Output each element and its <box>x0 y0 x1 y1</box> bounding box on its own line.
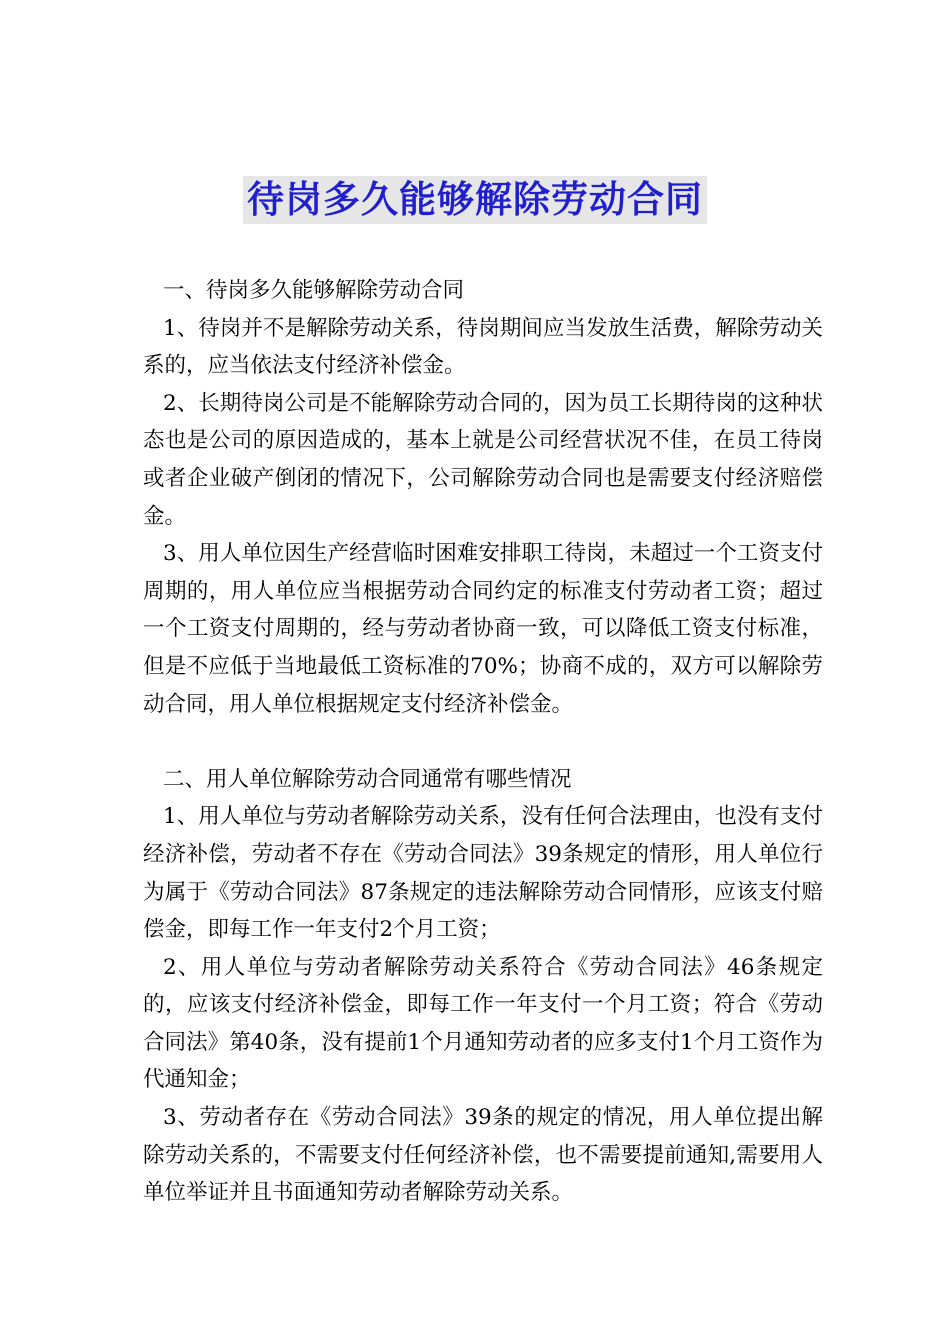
document-body <box>143 272 823 1212</box>
paragraph: 2、用人单位与劳动者解除劳动关系符合《劳动合同法》46条规定的，应该支付经济补偿金，即每工作一年支付一个月工资；符合《劳动合同法》第40条，没有提前1个月通知劳动者的应多支付1个月工资作为代通知金； <box>143 954 823 1093</box>
title-container <box>0 176 950 224</box>
paragraph: 1、待岗并不是解除劳动关系，待岗期间应当发放生活费，解除劳动关系的，应当依法支付经济补偿金。 <box>143 315 823 379</box>
section-spacer <box>143 723 823 761</box>
paragraph: 3、用人单位因生产经营临时困难安排职工待岗，未超过一个工资支付周期的，用人单位应当根据劳动合同约定的标准支付劳动者工资；超过一个工资支付周期的，经与劳动者协商一致，可以降低工资支付标准，但是不应低于当地最低工资标准的70%；协商不成的，双方可以解除劳动合同，用人单位根据规定支付经济补偿金。 <box>143 541 823 717</box>
paragraph: 3、劳动者存在《劳动合同法》39条的规定的情况，用人单位提出解除劳动关系的，不需要支付任何经济补偿，也不需要提前通知,需要用人单位举证并且书面通知劳动者解除劳动关系。 <box>143 1105 823 1206</box>
section-heading-2: 二、用人单位解除劳动合同通常有哪些情况 <box>163 766 572 792</box>
page-title: 待岗多久能够解除劳动合同 <box>243 176 707 224</box>
paragraph: 2、长期待岗公司是不能解除劳动合同的，因为员工长期待岗的这种状态也是公司的原因造成的，基本上就是公司经营状况不佳，在员工待岗或者企业破产倒闭的情况下，公司解除劳动合同也是需要支付经济赔偿金。 <box>143 390 823 529</box>
section-heading-1: 一、待岗多久能够解除劳动合同 <box>163 278 465 303</box>
paragraph: 1、用人单位与劳动者解除劳动关系，没有任何合法理由，也没有支付经济补偿，劳动者不存在《劳动合同法》39条规定的情形，用人单位行为属于《劳动合同法》87条规定的违法解除劳动合同情形，应该支付赔偿金，即每工作一年支付2个月工资； <box>143 804 823 943</box>
